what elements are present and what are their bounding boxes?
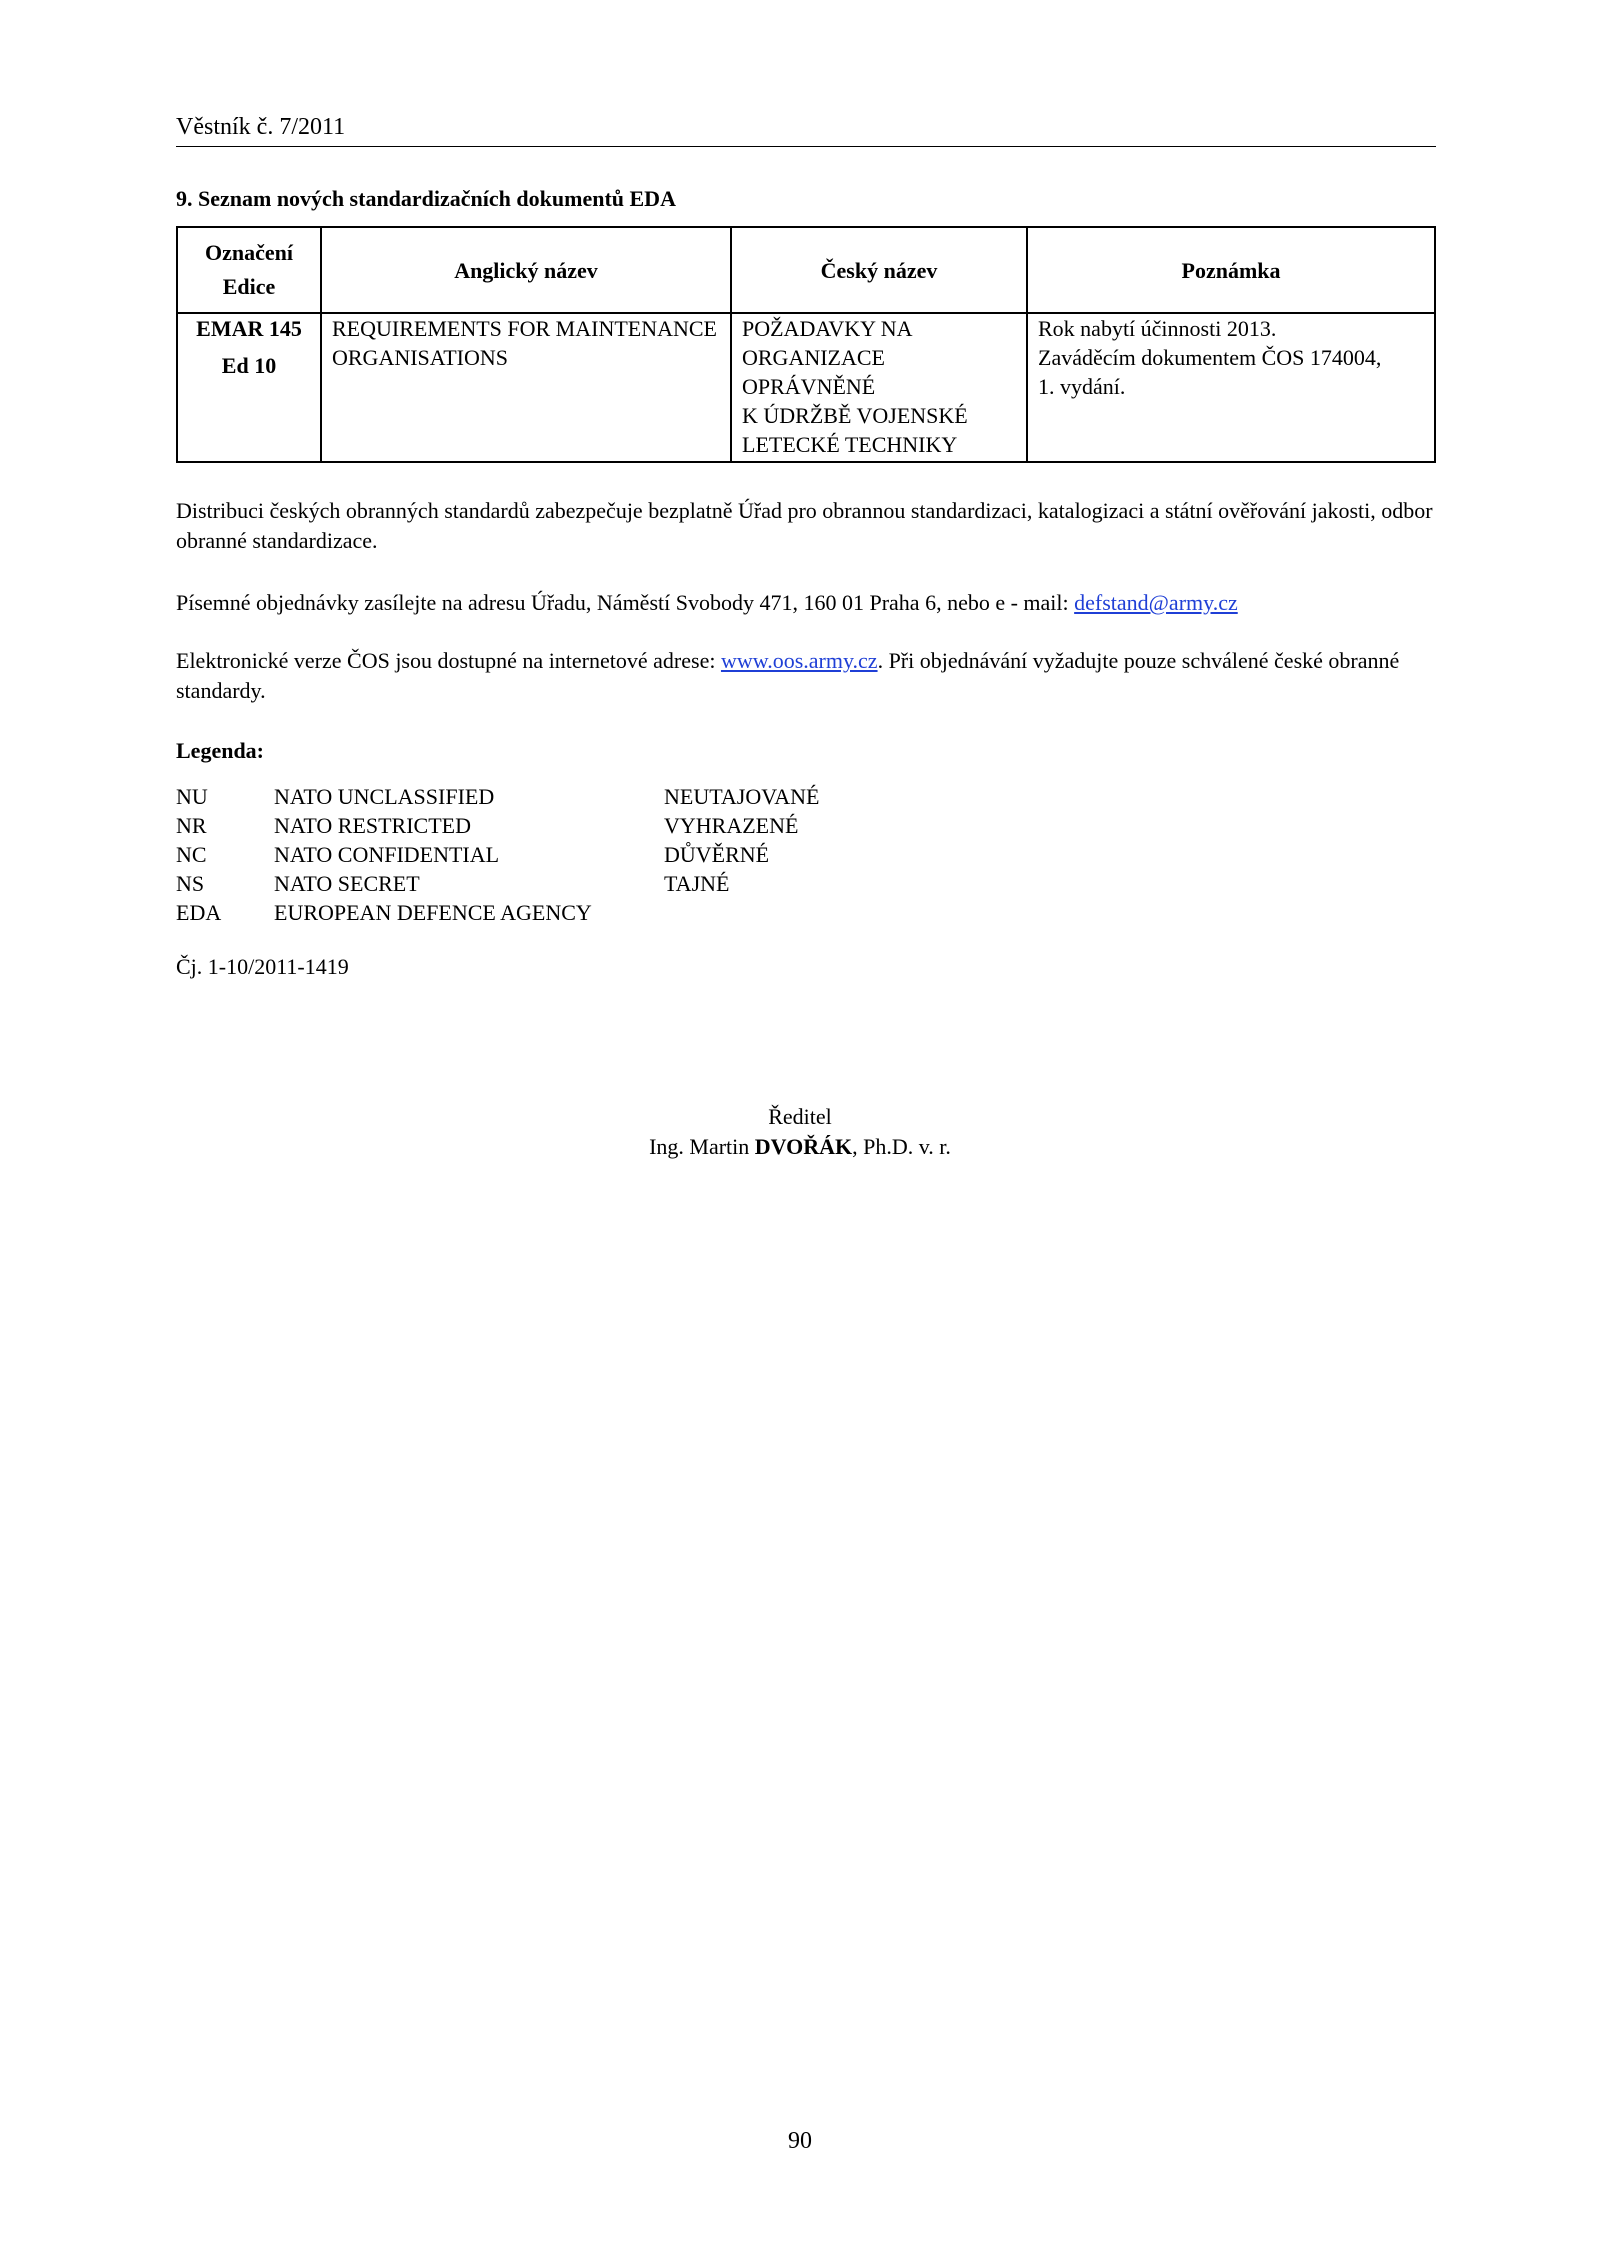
header-note: Poznámka	[1027, 227, 1435, 313]
orders-paragraph	[176, 588, 1436, 618]
legend-english: NATO RESTRICTED	[274, 813, 471, 838]
czech-name-line: LETECKÉ TECHNIKY	[742, 432, 958, 457]
cell-english-name: REQUIREMENTS FOR MAINTENANCE ORGANISATIONS	[321, 313, 731, 462]
legend-item	[176, 869, 820, 898]
legend-abbreviation: EDA	[176, 900, 222, 925]
legend-item	[176, 782, 820, 811]
legend-item	[176, 840, 820, 869]
page-header: Věstník č. 7/2011	[176, 112, 1436, 147]
electronic-paragraph	[176, 646, 1436, 706]
distribution-paragraph: Distribuci českých obranných standardů zabezpečuje bezplatně Úřad pro obrannou standardizaci, katalogizaci a státní ověřování jakosti, odbor obranné standardizace.	[176, 498, 1433, 553]
signature-role: Ředitel	[768, 1104, 832, 1129]
legend-czech: TAJNÉ	[664, 871, 730, 896]
page-number: 90	[788, 2128, 812, 2154]
czech-name-line: POŽADAVKY NA	[742, 316, 913, 341]
table-row	[177, 313, 1435, 462]
header-edition-label: Edice	[222, 274, 276, 299]
czech-name-line: ORGANIZACE	[742, 345, 885, 370]
note-line: Zaváděcím dokumentem ČOS 174004,	[1038, 345, 1382, 370]
legend-title: Legenda:	[176, 738, 264, 763]
legend-czech: DŮVĚRNÉ	[664, 842, 770, 867]
eda-documents-table	[176, 226, 1436, 463]
header-code-label: Označení	[205, 240, 293, 265]
electronic-text-end: . Při objednávání vyžadujte pouze schválené české obranné standardy.	[176, 648, 1400, 703]
document-edition: Ed 10	[221, 353, 277, 378]
signature-block	[0, 1102, 1600, 1162]
legend-abbreviation: NR	[176, 813, 207, 838]
legend-abbreviation: NS	[176, 871, 205, 896]
note-line: Rok nabytí účinnosti 2013.	[1038, 316, 1277, 341]
legend-item	[176, 898, 820, 927]
signature-name-suffix: , Ph.D. v. r.	[852, 1134, 951, 1159]
czech-name-line: K ÚDRŽBĚ VOJENSKÉ	[742, 403, 968, 428]
legend-english: EUROPEAN DEFENCE AGENCY	[274, 900, 592, 925]
orders-text: Písemné objednávky zasílejte na adresu Úřadu, Náměstí Svobody 471, 160 01 Praha 6, nebo e - mail:	[176, 590, 1075, 615]
signature-name-prefix: Ing. Martin	[649, 1134, 755, 1159]
header-code-edition	[177, 227, 321, 313]
cell-czech-name	[731, 313, 1027, 462]
reference-number: Čj. 1-10/2011-1419	[176, 954, 349, 979]
legend-czech: NEUTAJOVANÉ	[664, 784, 820, 809]
header-english-name: Anglický název	[321, 227, 731, 313]
note-line: 1. vydání.	[1038, 374, 1126, 399]
signature-surname: DVOŘÁK	[754, 1134, 853, 1159]
legend-abbreviation: NC	[176, 842, 207, 867]
email-link[interactable]: defstand@army.cz	[1074, 590, 1238, 615]
cell-note	[1027, 313, 1435, 462]
signature-name	[0, 1132, 1600, 1162]
legend-english: NATO CONFIDENTIAL	[274, 842, 500, 867]
cell-code-edition	[177, 313, 321, 462]
legend-english: NATO UNCLASSIFIED	[274, 784, 495, 809]
table-header-row	[177, 227, 1435, 313]
legend-abbreviation: NU	[176, 784, 208, 809]
header-czech-name: Český název	[731, 227, 1027, 313]
legend-list	[176, 782, 820, 927]
czech-name-line: OPRÁVNĚNÉ	[742, 374, 876, 399]
website-link[interactable]: www.oos.army.cz	[720, 648, 878, 673]
document-code: EMAR 145	[196, 316, 302, 341]
electronic-text: Elektronické verze ČOS jsou dostupné na internetové adrese:	[176, 648, 721, 673]
section-title: 9. Seznam nových standardizačních dokumentů EDA	[176, 186, 676, 211]
legend-czech: VYHRAZENÉ	[664, 813, 799, 838]
legend-item	[176, 811, 820, 840]
legend-english: NATO SECRET	[274, 871, 420, 896]
